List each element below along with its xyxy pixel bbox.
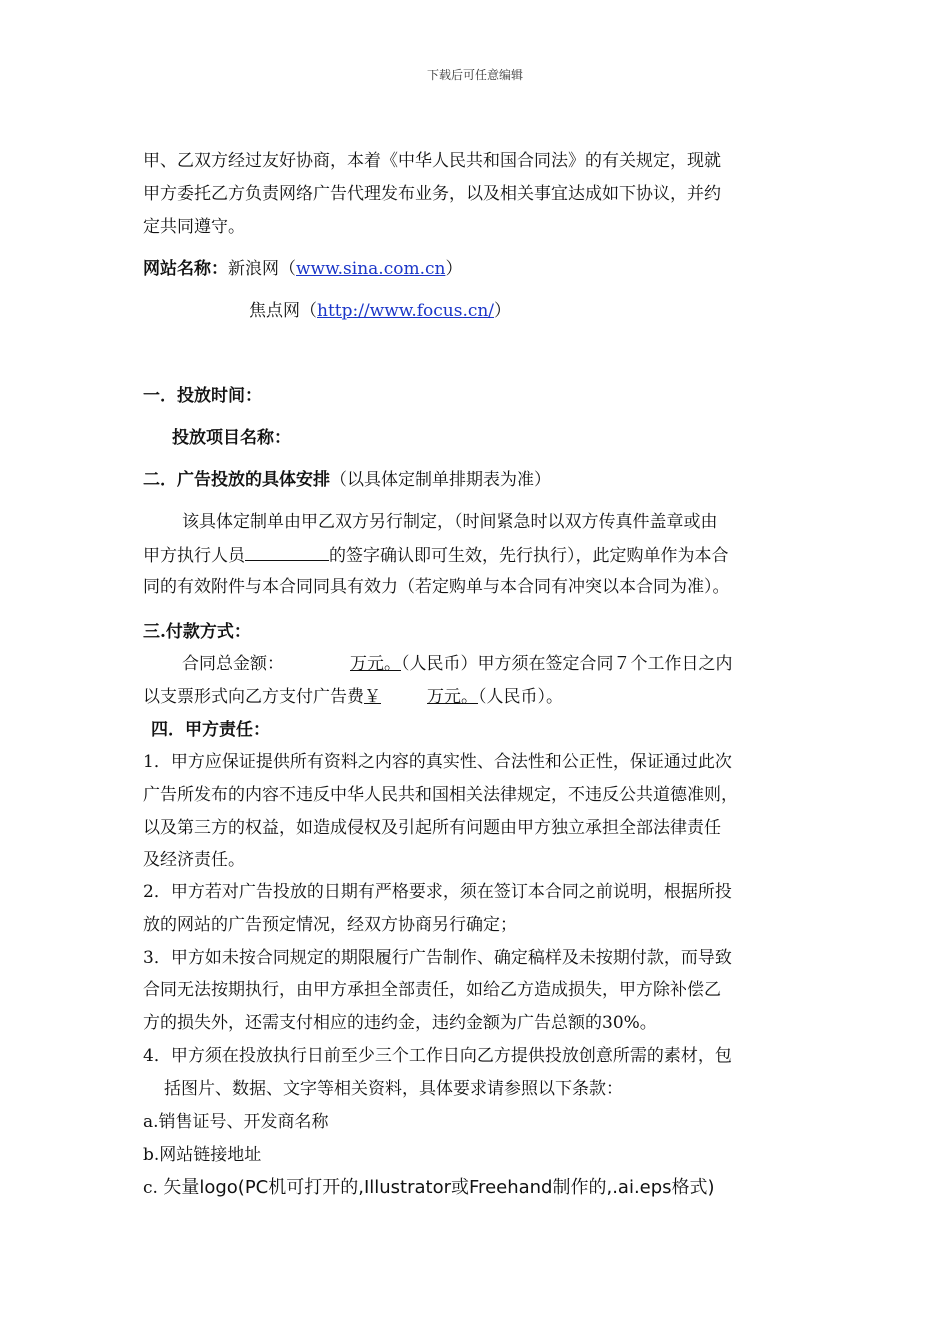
total-amount-field: 万元。 [350, 654, 401, 674]
signature-blank [245, 544, 329, 561]
section-3-line-1b: （人民币）甲方须在签定合同７个工作日之内 [401, 654, 733, 674]
list-item-c-text: 矢量logo(PC机可打开的,Illustrator或Freehand制作的,.ai.eps格式) [163, 1177, 715, 1198]
section-2-para-3: 同的有效附件与本合同同具有效力（若定购单与本合同有冲突以本合同为准）。 [143, 577, 730, 597]
section-2-title: 二．广告投放的具体安排 [143, 470, 330, 490]
section-4-line-5: 2．甲方若对广告投放的日期有严格要求，须在签订本合同之前说明，根据所投 [143, 882, 732, 902]
section-4-line-7: 3．甲方如未按合同规定的期限履行广告制作、确定稿样及未按期付款，而导致 [143, 948, 732, 968]
section-2-para-2b: 的签字确认即可生效，先行执行），此定购单作为本合 [329, 546, 729, 566]
website-label: 网站名称： [143, 259, 228, 279]
section-4-line-10: 4．甲方须在投放执行日前至少三个工作日向乙方提供投放创意所需的素材，包 [143, 1046, 732, 1066]
section-4-line-3: 以及第三方的权益，如造成侵权及引起所有问题由甲方独立承担全部法律责任 [143, 818, 721, 838]
site1-link[interactable]: www.sina.com.cn [296, 259, 446, 279]
section-2-para-2 [143, 544, 729, 567]
intro-line-1: 甲、乙双方经过友好协商，本着《中华人民共和国合同法》的有关规定，现就 [143, 151, 721, 171]
section-3-line-1 [182, 653, 733, 675]
intro-line-3: 定共同遵守。 [143, 217, 245, 237]
site1-close: ） [445, 259, 463, 279]
section-4-line-4: 及经济责任。 [143, 850, 245, 870]
section-4-line-11: 括图片、数据、文字等相关资料，具体要求请参照以下条款： [164, 1079, 623, 1099]
section-4-title: 四．甲方责任： [151, 720, 270, 740]
section-1-title: 一．投放时间： [143, 386, 262, 406]
section-2-para-2a: 甲方执行人员 [143, 546, 245, 566]
site2-close: ） [494, 301, 512, 321]
fee-amount-unit: 万元。 [427, 687, 478, 707]
section-2-title-line [143, 469, 551, 491]
site1-name: 新浪网（ [228, 259, 296, 279]
intro-line-2: 甲方委托乙方负责网络广告代理发布业务，以及相关事宜达成如下协议，并约 [143, 184, 721, 204]
section-4-line-9: 方的损失外，还需支付相应的违约金，违约金额为广告总额的30%。 [143, 1013, 657, 1033]
total-amount-label: 合同总金额： [182, 654, 284, 674]
section-3-line-2b: （人民币）。 [478, 687, 563, 707]
section-2-para-1: 该具体定制单由甲乙双方另行制定，（时间紧急时以双方传真件盖章或由 [182, 512, 718, 532]
list-item-a: a.销售证号、开发商名称 [143, 1112, 329, 1132]
website-line-1 [143, 258, 462, 280]
website-line-2 [249, 300, 511, 322]
section-4-line-1: 1．甲方应保证提供所有资料之内容的真实性、合法性和公正性，保证通过此次 [143, 752, 732, 772]
section-4-line-2: 广告所发布的内容不违反中华人民共和国相关法律规定，不违反公共道德准则， [143, 785, 738, 805]
section-2-note: （以具体定制单排期表为准） [330, 470, 551, 490]
section-4-line-6: 放的网站的广告预定情况，经双方协商另行确定； [143, 915, 517, 935]
page-header: 下载后可任意编辑 [426, 68, 523, 82]
fee-amount-field [364, 687, 478, 707]
list-item-b: b.网站链接地址 [143, 1145, 262, 1165]
list-item-c-prefix: c. [143, 1178, 158, 1198]
site2-link[interactable]: http://www.focus.cn/ [317, 301, 495, 321]
yen-symbol: ￥ [364, 687, 381, 707]
section-3-line-2a: 以支票形式向乙方支付广告费 [143, 687, 364, 707]
section-1-item: 投放项目名称： [172, 428, 291, 448]
section-3-title: 三.付款方式： [143, 622, 251, 642]
section-4-line-8: 合同无法按期执行，由甲方承担全部责任，如给乙方造成损失，甲方除补偿乙 [143, 980, 721, 1000]
section-3-line-2 [143, 686, 563, 708]
site2-name: 焦点网（ [249, 301, 317, 321]
list-item-c [143, 1177, 715, 1199]
